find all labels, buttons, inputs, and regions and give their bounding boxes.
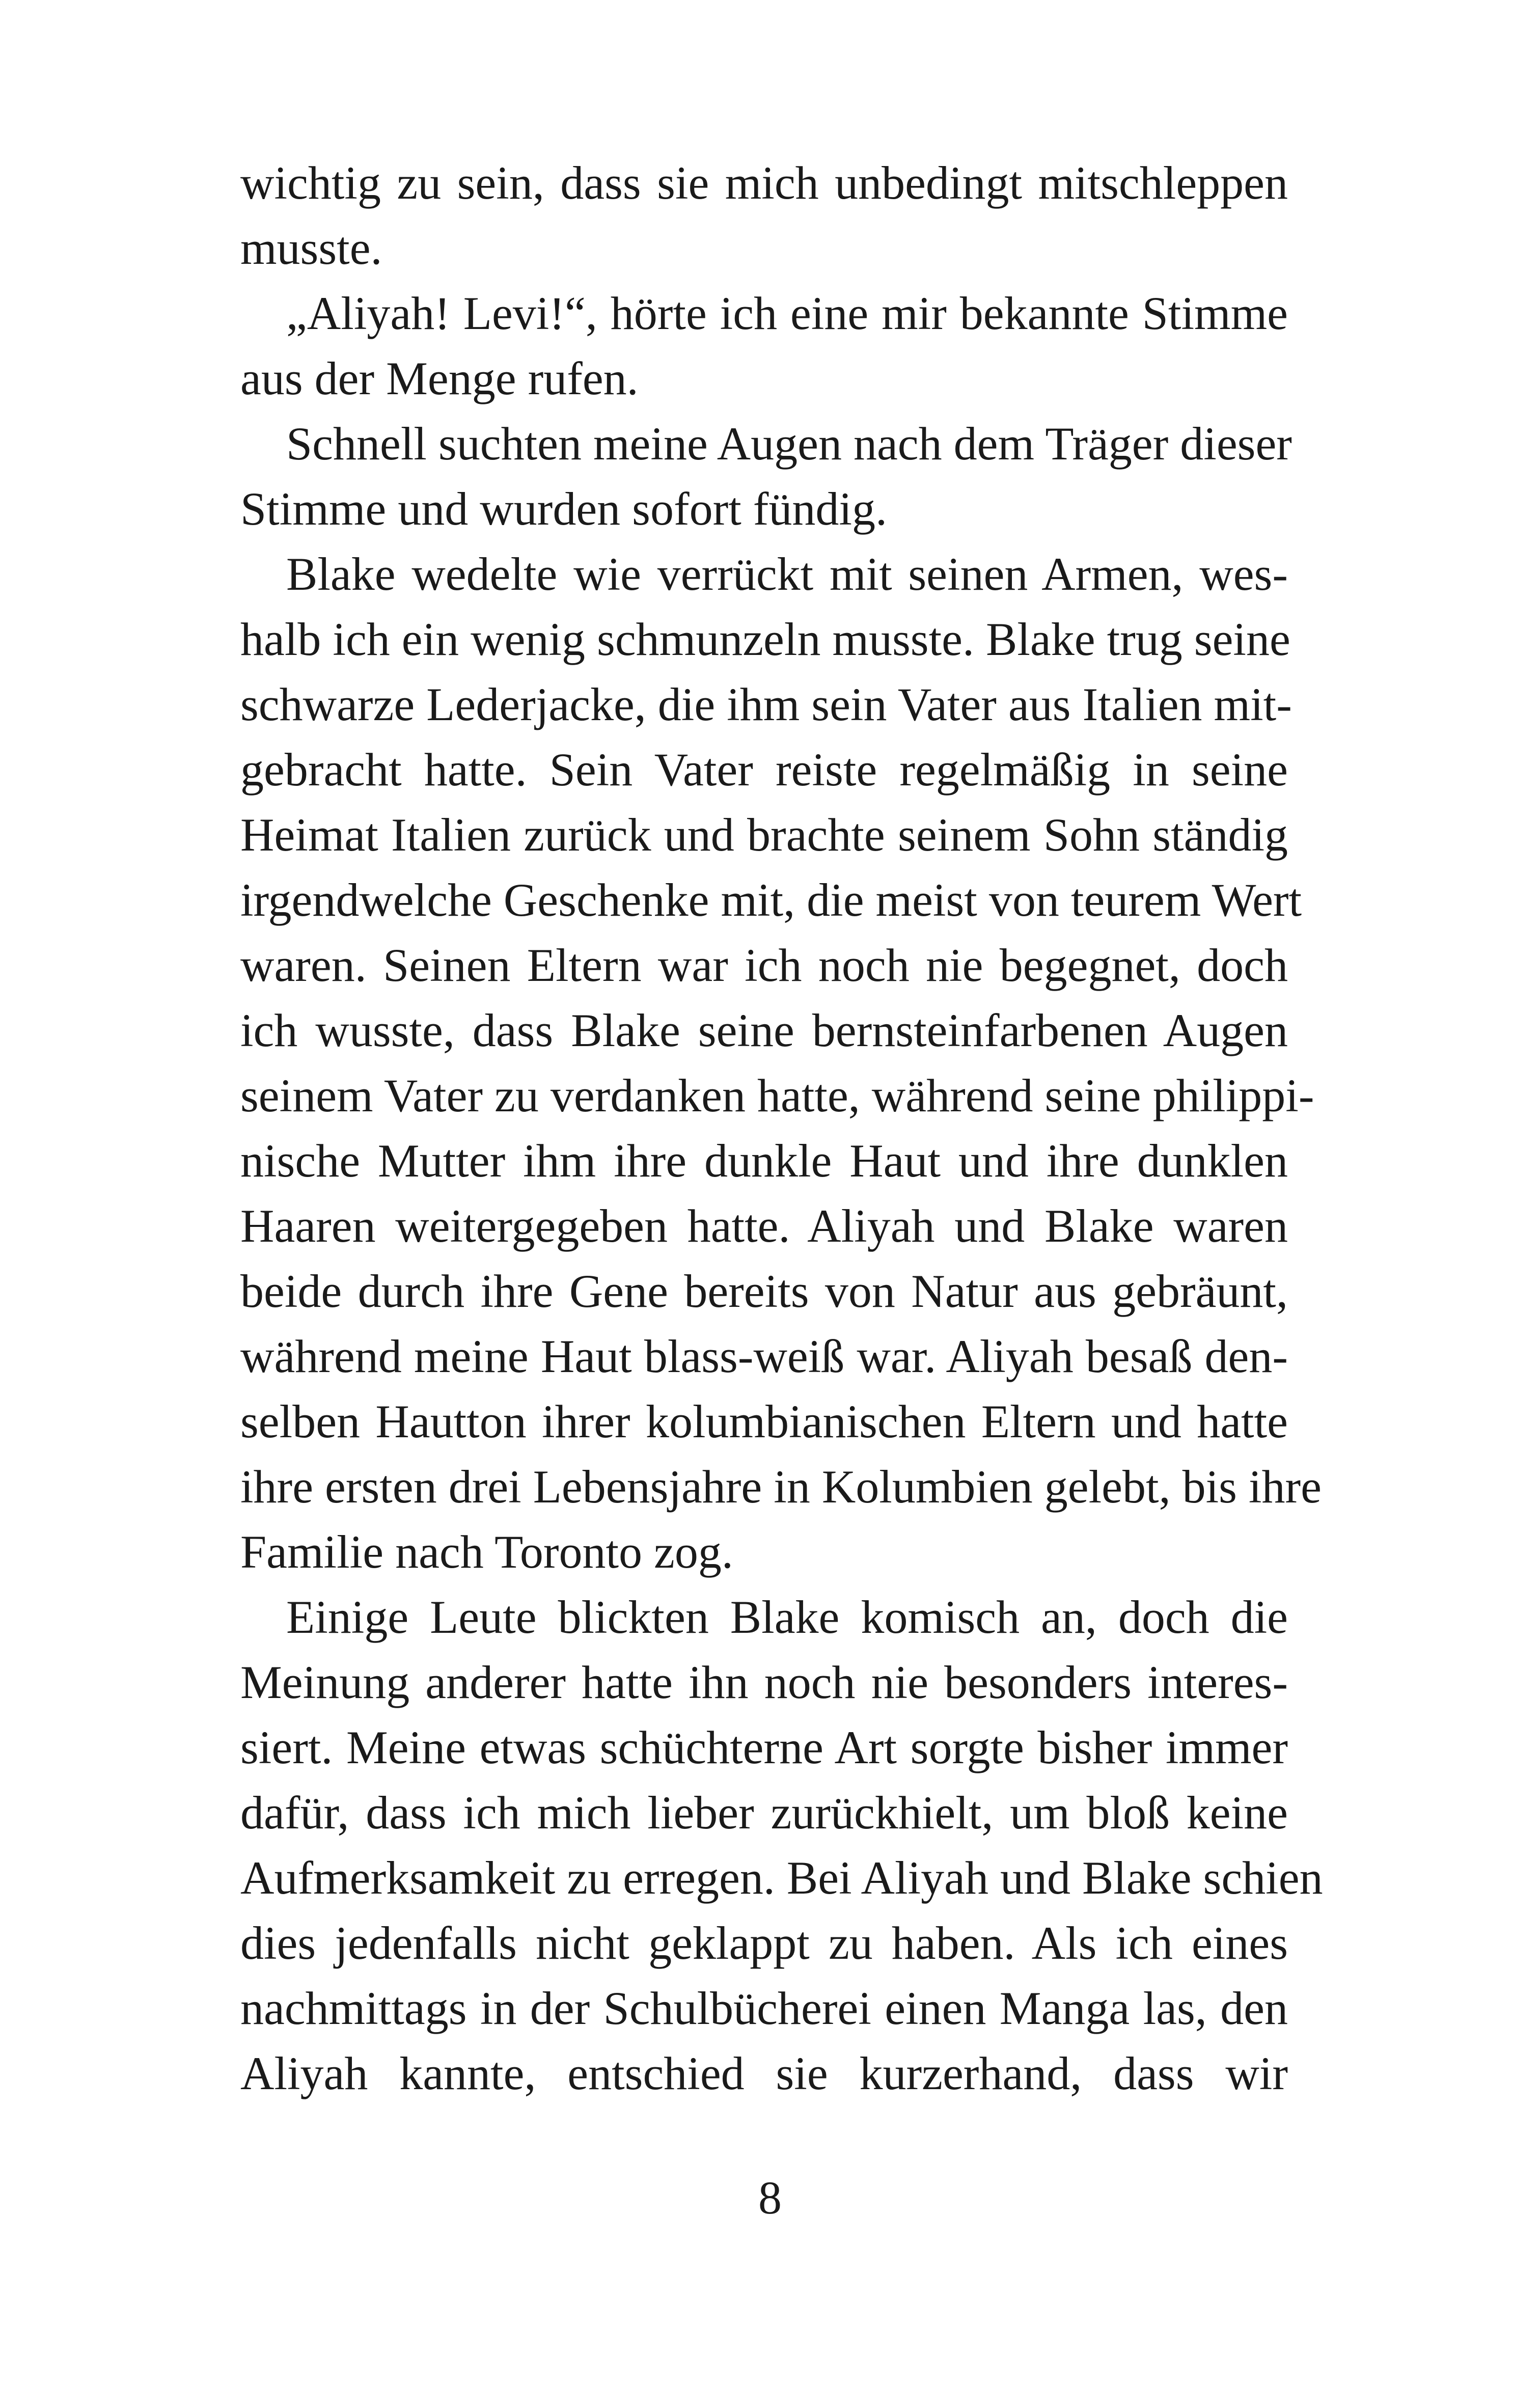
text-line: Aliyah kannte, entschied sie kurzerhand, dass wir [240, 2047, 1288, 2099]
text-line: gebracht hatte. Sein Vater reiste regelmäßig in seine [240, 744, 1288, 796]
text-line: siert. Meine etwas schüchterne Art sorgte bisher immer [240, 1721, 1288, 1773]
text-line: nische Mutter ihm ihre dunkle Haut und ihre dunklen [240, 1135, 1288, 1187]
text-line: Blake wedelte wie verrückt mit seinen Armen, wes- [286, 548, 1288, 600]
text-line: Familie nach Toronto zog. [240, 1526, 733, 1578]
text-line: musste. [240, 222, 382, 274]
text-line: Einige Leute blickten Blake komisch an, doch die [286, 1591, 1288, 1643]
text-line: ich wusste, dass Blake seine bernsteinfarbenen Augen [240, 1004, 1288, 1056]
text-line: seinem Vater zu verdanken hatte, während seine philippi- [240, 1070, 1314, 1121]
text-line: schwarze Lederjacke, die ihm sein Vater aus Italien mit- [240, 678, 1292, 730]
text-line: selben Hautton ihrer kolumbianischen Eltern und hatte [240, 1395, 1288, 1447]
text-line: „Aliyah! Levi!“, hörte ich eine mir bekannte Stimme [286, 287, 1288, 339]
text-line: aus der Menge rufen. [240, 352, 639, 404]
text-line: Haaren weitergegeben hatte. Aliyah und Blake waren [240, 1200, 1288, 1252]
page-number: 8 [758, 2172, 782, 2224]
text-line: waren. Seinen Eltern war ich noch nie begegnet, doch [240, 939, 1288, 991]
body-text [240, 150, 1323, 2106]
text-line: halb ich ein wenig schmunzeln musste. Blake trug seine [240, 613, 1290, 665]
text-line: beide durch ihre Gene bereits von Natur aus gebräunt, [240, 1265, 1288, 1317]
text-line: Stimme und wurden sofort fündig. [240, 483, 887, 535]
text-line: Schnell suchten meine Augen nach dem Träger dieser [286, 418, 1292, 470]
text-line: ihre ersten drei Lebensjahre in Kolumbien gelebt, bis ihre [240, 1461, 1322, 1513]
text-line: Aufmerksamkeit zu erregen. Bei Aliyah und Blake schien [240, 1852, 1323, 1904]
text-line: nachmittags in der Schulbücherei einen Manga las, den [240, 1982, 1288, 2034]
text-line: dies jedenfalls nicht geklappt zu haben. Als ich eines [240, 1917, 1288, 1969]
text-line: dafür, dass ich mich lieber zurückhielt, um bloß keine [240, 1787, 1288, 1839]
text-line: während meine Haut blass-weiß war. Aliyah besaß den- [240, 1330, 1288, 1382]
text-line: Meinung anderer hatte ihn noch nie besonders interes- [240, 1656, 1288, 1708]
text-line: wichtig zu sein, dass sie mich unbedingt mitschleppen [240, 157, 1288, 209]
text-line: irgendwelche Geschenke mit, die meist von teurem Wert [240, 874, 1302, 926]
text-line: Heimat Italien zurück und brachte seinem Sohn ständig [240, 809, 1288, 861]
